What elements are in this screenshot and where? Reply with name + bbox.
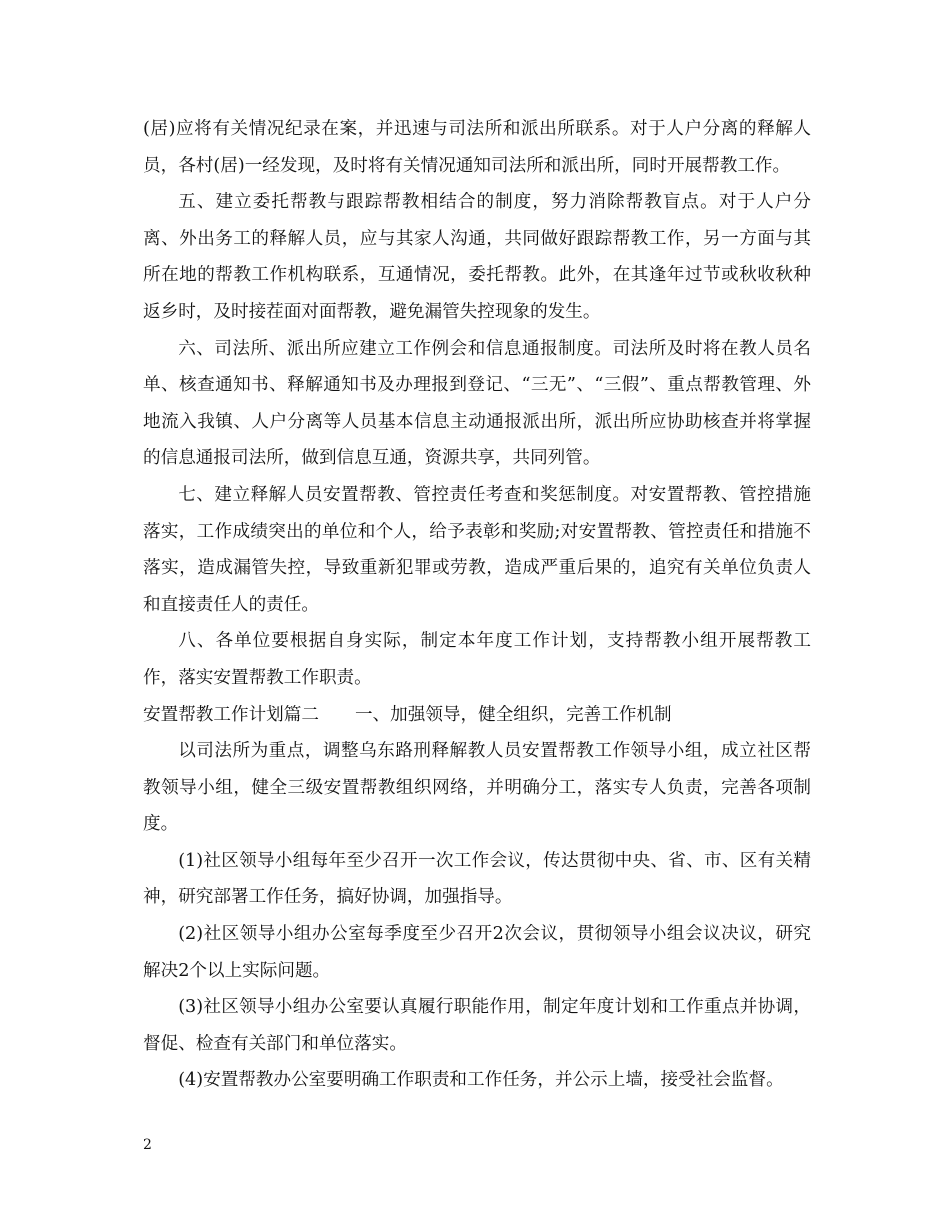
paragraph-continued: (居)应将有关情况纪录在案，并迅速与司法所和派出所联系。对于人户分离的释解人员，各村(居)一经发现，及时将有关情况通知司法所和派出所，同时开展帮教工作。 — [143, 119, 811, 176]
paragraph-subitem-4: (4)安置帮教办公室要明确工作职责和工作任务，并公示上墙，接受社会监督。 — [178, 1070, 784, 1091]
paragraph-item-6: 六、司法所、派出所应建立工作例会和信息通报制度。司法所及时将在教人员名单、核查通知书、释解通知书及办理报到登记、“三无”、“三假”、重点帮教管理、外地流入我镇、人户分离等人员基本信息主动通报派出所，派出所应协助核查并将掌握的信息通报司法所，做到信息互通，资源共享，共同列管。 — [143, 338, 811, 469]
page-number: 2 — [143, 1137, 152, 1153]
paragraph-item-5: 五、建立委托帮教与跟踪帮教相结合的制度，努力消除帮教盲点。对于人户分离、外出务工的释解人员，应与其家人沟通，共同做好跟踪帮教工作，另一方面与其所在地的帮教工作机构联系，互通情况，委托帮教。此外，在其逢年过节或秋收秋种返乡时，及时接茬面对面帮教，避免漏管失控现象的发生。 — [143, 192, 811, 322]
section-title: 安置帮教工作计划篇二 — [143, 704, 319, 725]
paragraph-subitem-2: (2)社区领导小组办公室每季度至少召开2次会议，贯彻领导小组会议决议，研究解决2个以上实际问题。 — [143, 924, 811, 981]
paragraph-intro: 以司法所为重点，调整乌东路刑释解教人员安置帮教工作领导小组，成立社区帮教领导小组，健全三级安置帮教组织网络，并明确分工，落实专人负责，完善各项制度。 — [143, 741, 811, 835]
section-subtitle: 一、加强领导，健全组织，完善工作机制 — [354, 704, 672, 725]
document-page — [143, 111, 811, 1099]
paragraph-item-8: 八、各单位要根据自身实际，制定本年度工作计划，支持帮教小组开展帮教工作，落实安置帮教工作职责。 — [143, 631, 811, 688]
section-heading — [143, 697, 811, 734]
paragraph-subitem-1: (1)社区领导小组每年至少召开一次工作会议，传达贯彻中央、省、市、区有关精神，研究部署工作任务，搞好协调，加强指导。 — [143, 850, 811, 908]
paragraph-subitem-3: (3)社区领导小组办公室要认真履行职能作用，制定年度计划和工作重点并协调，督促、检查有关部门和单位落实。 — [143, 997, 811, 1054]
paragraph-item-7: 七、建立释解人员安置帮教、管控责任考查和奖惩制度。对安置帮教、管控措施落实，工作成绩突出的单位和个人，给予表彰和奖励;对安置帮教、管控责任和措施不落实，造成漏管失控，导致重新犯罪或劳教，造成严重后果的，追究有关单位负责人和直接责任人的责任。 — [143, 484, 811, 615]
